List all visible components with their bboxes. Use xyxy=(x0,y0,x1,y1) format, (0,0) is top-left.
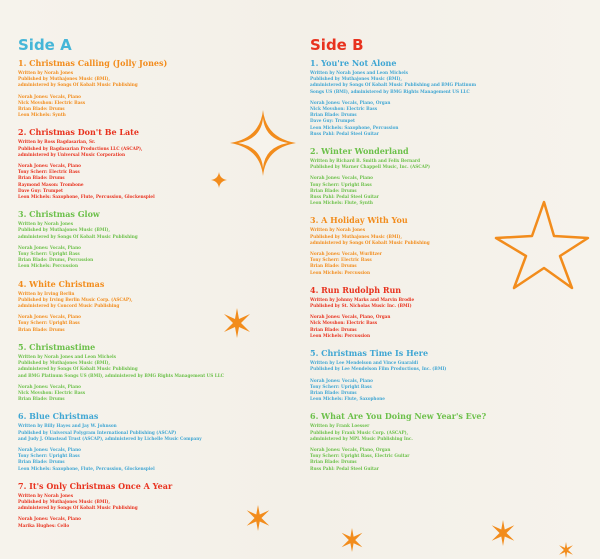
publishing-line: Written by Norah Jones and Leon Michels xyxy=(18,353,116,359)
publishing-line: Written by Norah Jones xyxy=(18,70,74,75)
player-line: Dave Guy: Trumpet xyxy=(18,187,63,193)
publishing-line: administered by Songs Of Kobalt Music Publishing xyxy=(18,505,138,511)
publishing-line: administered by MPL Music Publishing Inc. xyxy=(310,435,413,441)
player-line: Leon Michels: Saxophone, Flute, Percussion, Glockenspiel xyxy=(18,465,155,471)
player-line: Leon Michels: Saxophone, Flute, Percussion, Glockenspiel xyxy=(18,194,155,200)
track-title: 1. Christmas Calling (Jolly Jones) xyxy=(18,58,168,68)
publishing-line: administered by Songs Of Kobalt Music Publishing and BMG Platinum xyxy=(310,82,477,88)
burst-star-icon-2 xyxy=(245,505,271,531)
player-line: Raymond Mason: Trombone xyxy=(18,181,84,187)
side-a-title: Side A xyxy=(18,36,72,54)
publishing-line: administered by Songs Of Kobalt Music Publishing xyxy=(18,82,138,88)
track-credits xyxy=(310,297,580,339)
player-line: Brian Blade: Drums xyxy=(310,459,357,465)
publishing-line: and BMG Platinum Songs US (BMI), administered by BMG Rights Management US LLC xyxy=(18,372,224,378)
player-line: Tony Scherr: Upright Bass xyxy=(18,453,80,459)
player-line: Russ Pahl: Pedal Steel Guitar xyxy=(310,130,379,136)
player-line: Dave Guy: Trumpet xyxy=(310,118,355,124)
publishing-line: Written by Norah Jones xyxy=(18,221,74,227)
publishing-line: Written by Irving Berlin xyxy=(18,290,75,296)
track-entry xyxy=(310,348,580,402)
player-line: Leon Michels: Percussion xyxy=(18,263,78,269)
publishing-line: Written by Norah Jones and Leon Michels xyxy=(310,70,408,75)
track-title: 3. A Holiday With You xyxy=(310,215,408,226)
publishing-line: Published by Muthajones Music (BMI), xyxy=(18,76,110,82)
player-line: Russ Pahl: Pedal Steel Guitar xyxy=(310,194,379,200)
burst-star-icon-4 xyxy=(490,520,516,546)
player-line: Norah Jones: Vocals, Piano xyxy=(18,314,81,320)
publishing-line: Published by Bagdasarian Productions LLC (ASCAP), xyxy=(18,145,143,151)
track-entry xyxy=(310,411,580,471)
player-line: Brian Blade: Drums, Percussion xyxy=(18,257,94,263)
sparkle-small-star-icon xyxy=(211,172,227,188)
player-line: Tony Scherr: Upright Bass xyxy=(310,383,372,389)
publishing-line: Published by Universal Polygram International Publishing (ASCAP) xyxy=(18,429,177,435)
track-credits xyxy=(18,354,288,402)
track-title: 5. Christmastime xyxy=(18,341,96,352)
player-line: Norah Jones: Vocals, Piano, Organ xyxy=(310,99,391,105)
publishing-line: Written by Ross Bagdasarian, Sr. xyxy=(18,139,96,145)
publishing-line: administered by Universal Music Corporation xyxy=(18,151,126,157)
track-credits xyxy=(18,423,288,471)
player-line: Brian Blade: Drums xyxy=(310,187,357,193)
track-title: 6. Blue Christmas xyxy=(18,411,99,422)
player-line: Norah Jones: Vocals, Piano xyxy=(18,446,81,452)
player-line: Norah Jones: Vocals, Piano xyxy=(310,377,373,383)
publishing-line: Written by Billy Hayes and Jay W. Johnson xyxy=(18,423,117,429)
player-line: Leon Michels: Synth xyxy=(18,112,66,118)
publishing-line: Written by Richard B. Smith and Felix Bernard xyxy=(310,158,421,164)
publishing-line: administered by Songs Of Kobalt Music Publishing xyxy=(18,366,138,372)
publishing-line: Published by Muthajones Music (BMI), xyxy=(310,233,402,239)
track-entry xyxy=(18,411,288,471)
publishing-line: Written by Norah Jones xyxy=(18,492,74,498)
player-line: Tony Scherr: Upright Bass xyxy=(18,251,80,257)
publishing-line: administered by Concord Music Publishing xyxy=(18,303,120,309)
publishing-line: Published by Irving Berlin Music Corp. (ASCAP), xyxy=(18,296,133,302)
player-line: Norah Jones: Vocals, Piano xyxy=(18,244,81,250)
track-credits xyxy=(310,70,580,137)
player-line: Brian Blade: Drums xyxy=(18,396,65,402)
publishing-line: Written by Lee Mendelson and Vince Guaraldi xyxy=(310,360,419,366)
track-credits xyxy=(18,221,288,269)
publishing-line: Songs US (BMI), administered by BMG Rights Management US LLC xyxy=(310,88,470,94)
publishing-line: Published by Muthajones Music (BMI), xyxy=(18,360,110,366)
track-title: 2. Christmas Don't Be Late xyxy=(18,127,139,138)
publishing-line: Published by Muthajones Music (BMI), xyxy=(18,227,110,233)
sparkle-star-icon xyxy=(228,108,298,178)
player-line: Nick Movshon: Electric Bass xyxy=(18,389,86,395)
player-line: Norah Jones: Vocals, Piano xyxy=(18,163,81,169)
player-line: Nick Movshon: Electric Bass xyxy=(310,106,378,112)
player-line: Leon Michels: Percussion xyxy=(310,332,370,338)
player-line: Brian Blade: Drums xyxy=(310,389,357,395)
player-line: Norah Jones: Vocals, Piano xyxy=(18,93,81,99)
player-line: Nick Movshon: Electric Bass xyxy=(18,99,86,105)
burst-star-icon xyxy=(222,308,252,338)
player-line: Leon Michels: Flute, Synth xyxy=(310,200,373,206)
player-line: Norah Jones: Vocals, Piano, Organ xyxy=(310,314,391,320)
player-line: Brian Blade: Drums xyxy=(18,459,65,465)
player-line: Tony Scherr: Electric Bass xyxy=(18,169,80,175)
player-line: Leon Michels: Percussion xyxy=(310,269,370,275)
track-title: 3. Christmas Glow xyxy=(18,209,100,220)
track-title: 6. What Are You Doing New Year's Eve? xyxy=(310,411,487,422)
track-credits xyxy=(310,360,580,402)
outline-star-icon xyxy=(492,198,592,293)
player-line: Tony Scherr: Upright Bass xyxy=(310,181,372,187)
publishing-line: Written by Norah Jones xyxy=(310,227,366,233)
player-line: Nick Movshon: Electric Bass xyxy=(310,320,378,326)
player-line: Brian Blade: Drums xyxy=(310,326,357,332)
track-title: 7. It's Only Christmas Once A Year xyxy=(18,480,173,491)
player-line: Norah Jones: Vocals, Piano xyxy=(310,175,373,181)
side-b-title: Side B xyxy=(310,36,364,54)
player-line: Brian Blade: Drums xyxy=(310,263,357,269)
player-line: Norah Jones: Vocals, Wurlitzer xyxy=(310,251,382,257)
player-line: Tony Scherr: Upright Bass, Electric Guitar xyxy=(310,453,410,459)
player-line: Brian Blade: Drums xyxy=(310,112,357,118)
publishing-line: Published by Lee Mendelson Film Productions, Inc. (BMI) xyxy=(310,366,447,372)
track-title: 4. Run Rudolph Run xyxy=(310,284,402,295)
publishing-line: Published by St. Nicholas Music Inc. (BMI) xyxy=(310,303,412,309)
track-credits xyxy=(310,423,580,471)
player-line: Norah Jones: Vocals, Piano, Organ xyxy=(310,446,391,452)
player-line: Marika Hughes: Cello xyxy=(18,522,70,528)
player-line: Leon Michels: Flute, Saxophone xyxy=(310,396,385,402)
player-line: Tony Scherr: Upright Bass xyxy=(18,320,80,326)
track-entry xyxy=(18,342,288,402)
track-title: 1. You're Not Alone xyxy=(310,58,397,68)
player-line: Brian Blade: Drums xyxy=(18,106,65,112)
publishing-line: administered by Songs Of Kobalt Music Publishing xyxy=(310,239,430,245)
player-line: Norah Jones: Vocals, Piano xyxy=(18,516,81,522)
publishing-line: Published by Muthajones Music (BMI), xyxy=(310,76,402,82)
track-entry xyxy=(310,58,580,137)
publishing-line: Published by Frank Music Corp. (ASCAP), xyxy=(310,429,409,435)
player-line: Norah Jones: Vocals, Piano xyxy=(18,383,81,389)
publishing-line: Written by Johnny Marks and Marvin Brodie xyxy=(310,296,415,302)
player-line: Brian Blade: Drums xyxy=(18,175,65,181)
player-line: Brian Blade: Drums xyxy=(18,326,65,332)
player-line: Russ Pahl: Pedal Steel Guitar xyxy=(310,465,379,471)
publishing-line: Written by Frank Loesser xyxy=(310,423,370,429)
player-line: Leon Michels: Saxophone, Percussion xyxy=(310,124,399,130)
track-title: 5. Christmas Time Is Here xyxy=(310,348,429,359)
publishing-line: Published by Warner Chappell Music, Inc. (ASCAP) xyxy=(310,164,430,170)
track-entry xyxy=(18,209,288,269)
burst-star-icon-3 xyxy=(340,528,364,552)
player-line: Tony Scherr: Electric Bass xyxy=(310,257,372,263)
publishing-line: administered by Songs Of Kobalt Music Publishing xyxy=(18,233,138,239)
track-title: 4. White Christmas xyxy=(18,278,105,289)
publishing-line: Published by Muthajones Music (BMI), xyxy=(18,498,110,504)
publishing-line: and Judy J. Olmstead Trust (ASCAP), administered by Lichelle Music Company xyxy=(18,435,202,441)
track-title: 2. Winter Wonderland xyxy=(310,146,409,157)
track-entry xyxy=(310,285,580,339)
burst-star-icon-5 xyxy=(558,542,574,558)
